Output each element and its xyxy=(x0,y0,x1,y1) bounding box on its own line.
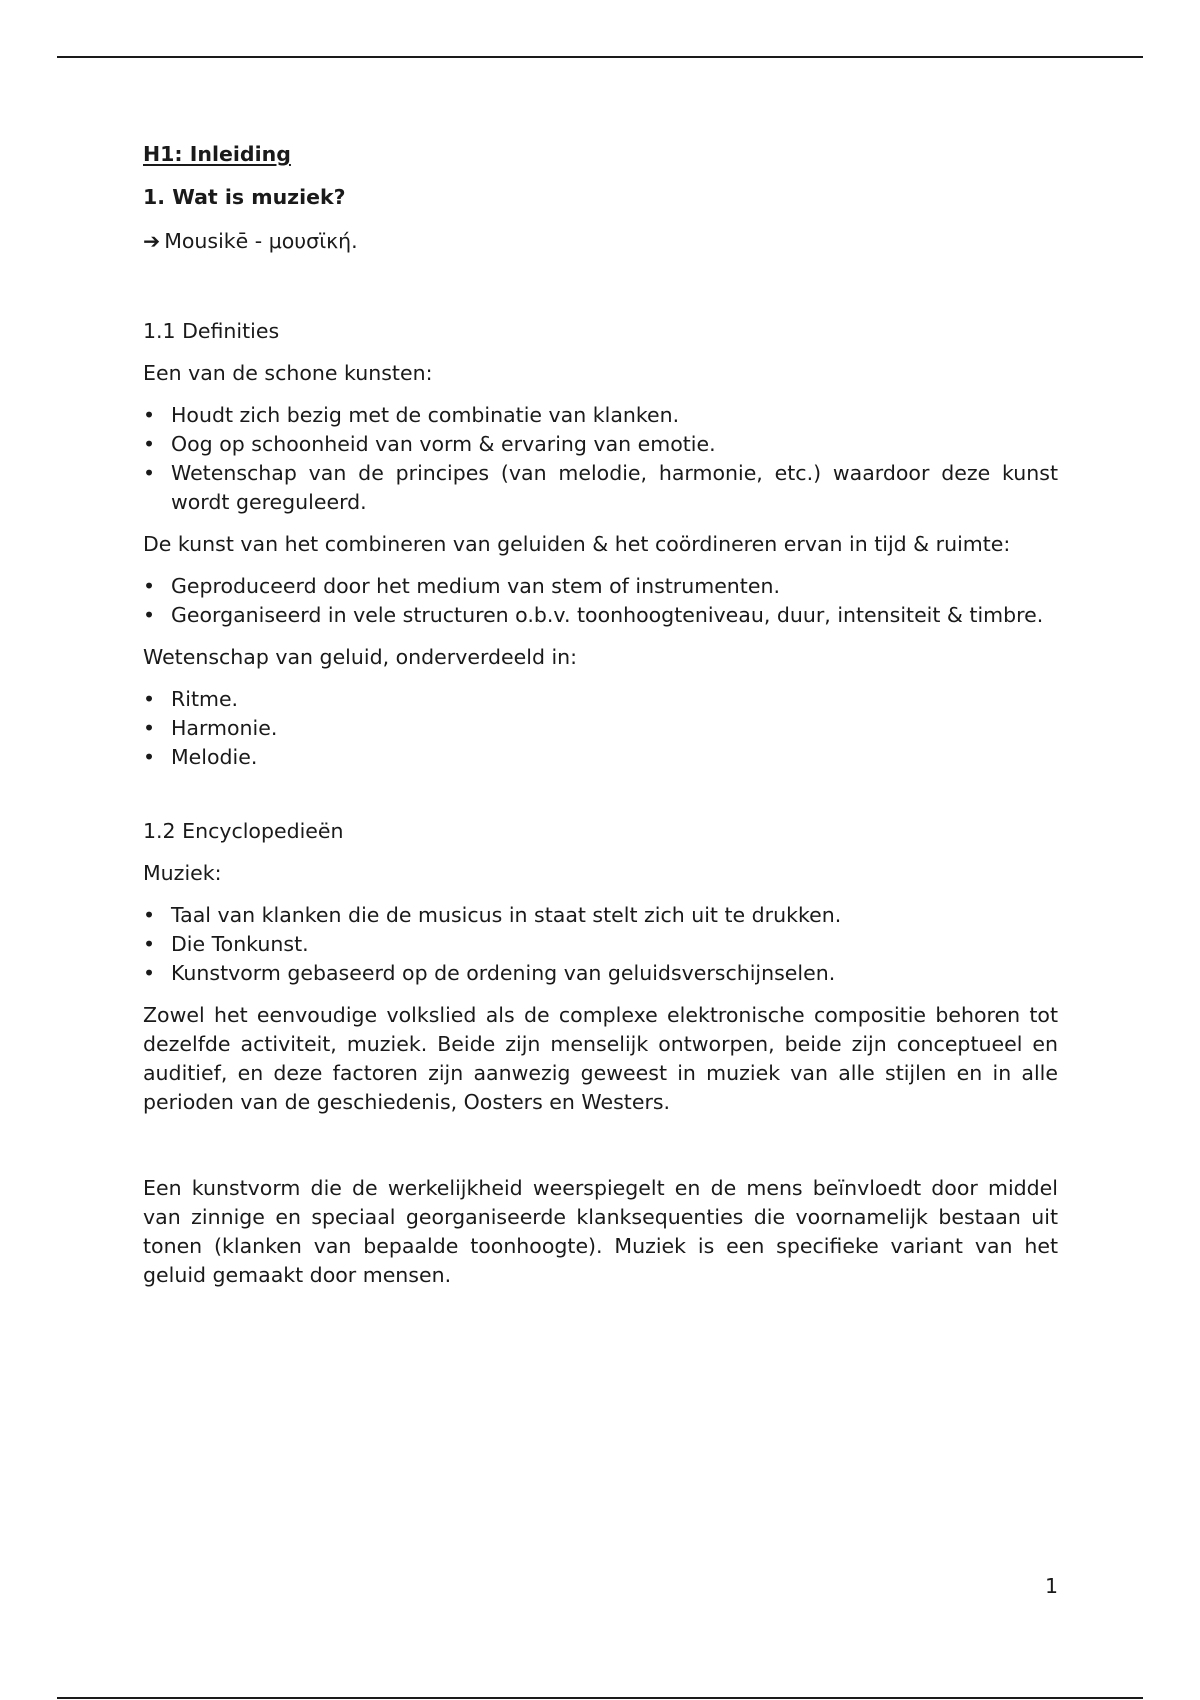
list-item-text: Melodie. xyxy=(171,745,258,769)
list-item xyxy=(143,743,1058,772)
page-number: 1 xyxy=(1044,1574,1058,1598)
section-title: 1. Wat is muziek? xyxy=(143,185,346,209)
list-item xyxy=(143,401,1058,430)
list-item-text: Ritme. xyxy=(171,687,239,711)
encyclopedias-intro: Muziek: xyxy=(143,861,222,885)
list-item-text: Georganiseerd in vele structuren o.b.v. toonhoogteniveau, duur, intensiteit & timbre. xyxy=(171,603,1044,627)
definitions-list-3 xyxy=(143,685,1058,772)
list-item xyxy=(143,714,1058,743)
etymology-line xyxy=(143,227,1058,256)
list-item xyxy=(143,685,1058,714)
list-item xyxy=(143,901,1058,930)
bullet-icon: • xyxy=(143,716,156,740)
list-item-text: Oog op schoonheid van vorm & ervaring van emotie. xyxy=(171,432,716,456)
encyclopedias-list xyxy=(143,901,1058,988)
definitions-intro-3: Wetenschap van geluid, onderverdeeld in: xyxy=(143,645,578,669)
list-item-text: Die Tonkunst. xyxy=(171,932,309,956)
bullet-icon: • xyxy=(143,745,156,769)
definitions-list-1 xyxy=(143,401,1058,517)
list-item xyxy=(143,930,1058,959)
encyclopedias-paragraph-1: Zowel het eenvoudige volkslied als de complexe elektronische compositie behoren tot dezelfde activiteit, muziek. Beide zijn menselijk ontworpen, beide zijn conceptueel en auditief, en deze factoren zijn aanwezig geweest in muziek van alle stijlen en in alle perioden van de geschiedenis, Oosters en Westers. xyxy=(143,1003,1058,1114)
etymology-text: Mousikē - μουσϊκή. xyxy=(164,229,358,253)
definitions-intro-2: De kunst van het combineren van geluiden & het coördineren ervan in tijd & ruimte: xyxy=(143,532,1011,556)
list-item-text: Kunstvorm gebaseerd op de ordening van geluidsverschijnselen. xyxy=(171,961,836,985)
list-item-text: Geproduceerd door het medium van stem of instrumenten. xyxy=(171,574,780,598)
document-body xyxy=(143,140,1058,1303)
header-rule xyxy=(57,56,1143,58)
subsection-title-encyclopedias: 1.2 Encyclopedieën xyxy=(143,819,344,843)
bullet-icon: • xyxy=(143,403,156,427)
list-item-text: Taal van klanken die de musicus in staat stelt zich uit te drukken. xyxy=(171,903,842,927)
bullet-icon: • xyxy=(143,432,156,456)
list-item-text: Houdt zich bezig met de combinatie van klanken. xyxy=(171,403,680,427)
list-item xyxy=(143,430,1058,459)
definitions-intro-1: Een van de schone kunsten: xyxy=(143,361,433,385)
definitions-list-2 xyxy=(143,572,1058,630)
chapter-title: H1: Inleiding xyxy=(143,142,291,166)
bullet-icon: • xyxy=(143,461,156,485)
encyclopedias-paragraph-2: Een kunstvorm die de werkelijkheid weerspiegelt en de mens beïnvloedt door middel van zinnige en speciaal georganiseerde klanksequenties die voornamelijk bestaan uit tonen (klanken van bepaalde toonhoogte). Muziek is een specifieke variant van het geluid gemaakt door mensen. xyxy=(143,1176,1058,1287)
bullet-icon: • xyxy=(143,961,156,985)
bullet-icon: • xyxy=(143,903,156,927)
arrow-icon: ➔ xyxy=(143,229,161,253)
list-item xyxy=(143,572,1058,601)
list-item-text: Harmonie. xyxy=(171,716,278,740)
bullet-icon: • xyxy=(143,687,156,711)
list-item xyxy=(143,601,1058,630)
bullet-icon: • xyxy=(143,574,156,598)
subsection-title-definitions: 1.1 Definities xyxy=(143,319,280,343)
list-item xyxy=(143,959,1058,988)
bullet-icon: • xyxy=(143,603,156,627)
list-item-text: Wetenschap van de principes (van melodie, harmonie, etc.) waardoor deze kunst wordt gereguleerd. xyxy=(171,461,1058,514)
bullet-icon: • xyxy=(143,932,156,956)
list-item xyxy=(143,459,1058,517)
footer-rule xyxy=(57,1697,1143,1699)
